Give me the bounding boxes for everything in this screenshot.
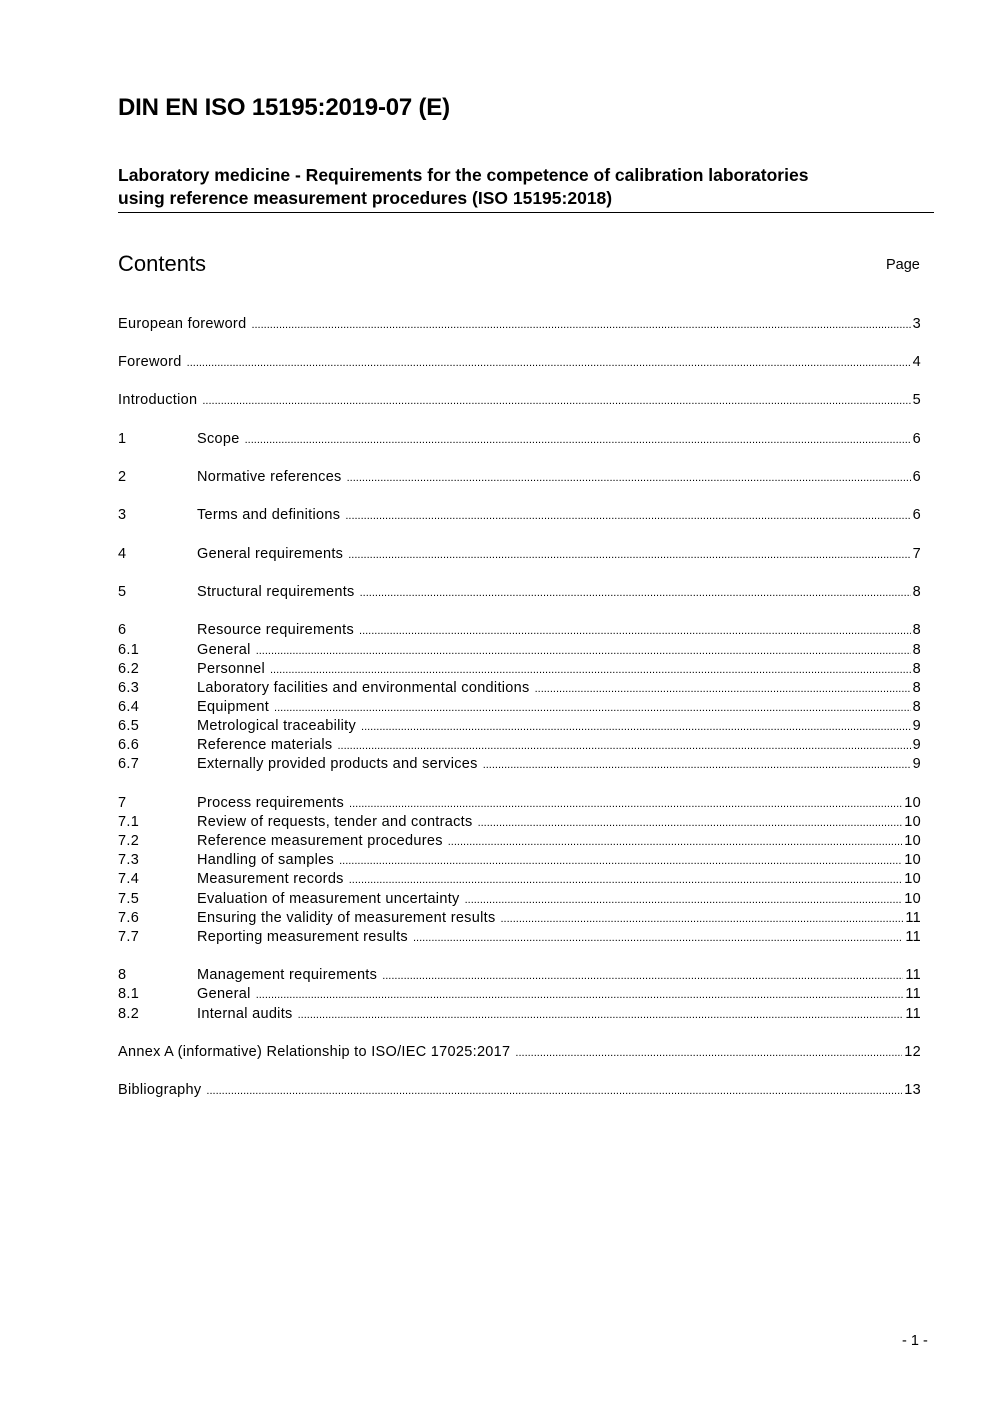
toc-entry-number: 7.1 [118, 814, 140, 830]
toc-entry-number: 2 [118, 469, 127, 485]
toc-entry-number: 1 [118, 431, 127, 447]
toc-entry-title: Resource requirements [197, 622, 355, 638]
toc-dot-leader [382, 970, 903, 982]
toc-entry-page: 6 [912, 469, 921, 485]
toc-entry-number: 7 [118, 795, 127, 811]
toc-entry-title: Equipment [197, 699, 270, 715]
page-column-label: Page [886, 257, 920, 273]
toc-entry[interactable] [118, 431, 921, 450]
toc-entry-page: 10 [904, 795, 921, 811]
toc-entry[interactable] [118, 354, 921, 373]
toc-dot-leader [274, 702, 911, 714]
toc-entry-page: 8 [912, 680, 921, 696]
toc-entry-number: 8.1 [118, 986, 140, 1002]
toc-entry[interactable] [118, 1082, 921, 1101]
document-id: DIN EN ISO 15195:2019-07 (E) [118, 94, 450, 121]
document-title-line-2: using reference measurement procedures (ISO 15195:2018) [118, 188, 613, 208]
toc-entry[interactable] [118, 469, 921, 488]
toc-entry[interactable] [118, 1044, 921, 1063]
toc-entry-page: 9 [912, 718, 921, 734]
toc-entry-number: 8 [118, 967, 127, 983]
toc-entry-title: Terms and definitions [197, 507, 341, 523]
toc-entry-page: 5 [912, 392, 921, 408]
toc-dot-leader [298, 1009, 904, 1021]
toc-entry-title: Review of requests, tender and contracts [197, 814, 473, 830]
toc-entry-number: 7.6 [118, 910, 140, 926]
toc-dot-leader [535, 683, 911, 695]
toc-entry-page: 10 [904, 833, 921, 849]
toc-entry[interactable] [118, 316, 921, 335]
toc-entry-number: 7.7 [118, 929, 140, 945]
toc-entry-page: 9 [912, 737, 921, 753]
toc-entry-page: 6 [912, 507, 921, 523]
toc-entry-number: 6.3 [118, 680, 140, 696]
toc-entry-page: 4 [912, 354, 921, 370]
toc-entry-page: 3 [912, 316, 921, 332]
toc-entry-title: Process requirements [197, 795, 345, 811]
toc-entry[interactable] [118, 814, 921, 833]
toc-entry-title: General requirements [197, 546, 344, 562]
toc-dot-leader [251, 319, 910, 331]
toc-entry[interactable] [118, 833, 921, 852]
toc-dot-leader [515, 1047, 902, 1059]
toc-entry-title: Measurement records [197, 871, 344, 887]
toc-entry-page: 11 [905, 910, 921, 926]
toc-entry-title: General [197, 642, 251, 658]
toc-entry[interactable] [118, 1006, 921, 1025]
toc-entry-title: General [197, 986, 251, 1002]
toc-dot-leader [359, 625, 911, 637]
toc-entry-title: Normative references [197, 469, 342, 485]
toc-entry-title: Reporting measurement results [197, 929, 408, 945]
toc-entry-title: Management requirements [197, 967, 378, 983]
contents-heading: Contents [118, 251, 207, 276]
toc-entry-page: 8 [912, 584, 921, 600]
toc-entry[interactable] [118, 852, 921, 871]
toc-entry-page: 11 [905, 967, 921, 983]
toc-entry-number: 8.2 [118, 1006, 140, 1022]
toc-entry[interactable] [118, 756, 921, 775]
toc-entry-title: Introduction [118, 392, 198, 408]
toc-entry[interactable] [118, 929, 921, 948]
toc-entry-page: 10 [904, 871, 921, 887]
toc-entry-number: 4 [118, 546, 127, 562]
toc-entry-title: Structural requirements [197, 584, 355, 600]
toc-dot-leader [483, 759, 911, 771]
toc-entry-title: Personnel [197, 661, 265, 677]
toc-entry-page: 9 [912, 756, 921, 772]
toc-entry-page: 8 [912, 661, 921, 677]
toc-entry[interactable] [118, 891, 921, 910]
toc-entry-title: Bibliography [118, 1082, 202, 1098]
toc-entry-page: 11 [905, 929, 921, 945]
toc-entry-title: Reference measurement procedures [197, 833, 443, 849]
toc-dot-leader [256, 989, 904, 1001]
toc-entry-number: 5 [118, 584, 127, 600]
toc-entry[interactable] [118, 967, 921, 986]
toc-entry-title: Annex A (informative) Relationship to ISO/IEC 17025:2017 [118, 1044, 511, 1060]
toc-entry[interactable] [118, 680, 921, 699]
toc-entry[interactable] [118, 699, 921, 718]
toc-entry-number: 7.3 [118, 852, 140, 868]
toc-dot-leader [256, 645, 911, 657]
toc-dot-leader [478, 817, 903, 829]
toc-dot-leader [360, 587, 911, 599]
toc-entry-title: Metrological traceability [197, 718, 357, 734]
toc-entry[interactable] [118, 584, 921, 603]
toc-entry-number: 6.1 [118, 642, 140, 658]
toc-entry-number: 6.5 [118, 718, 140, 734]
toc-entry-page: 10 [904, 891, 921, 907]
toc-entry-number: 7.2 [118, 833, 140, 849]
toc-entry-page: 8 [912, 622, 921, 638]
toc-entry-title: Externally provided products and services [197, 756, 478, 772]
document-title-line-1: Laboratory medicine - Requirements for the competence of calibration laboratories [118, 165, 809, 185]
toc-entry-page: 10 [904, 852, 921, 868]
toc-dot-leader [270, 664, 911, 676]
toc-entry-title: Ensuring the validity of measurement results [197, 910, 496, 926]
toc-entry-title: Reference materials [197, 737, 333, 753]
toc-entry-number: 6.6 [118, 737, 140, 753]
toc-entry[interactable] [118, 737, 921, 756]
toc-dot-leader [349, 798, 902, 810]
toc-dot-leader [361, 721, 911, 733]
toc-entry-page: 10 [904, 814, 921, 830]
toc-entry[interactable] [118, 871, 921, 890]
toc-dot-leader [202, 395, 910, 407]
toc-entry[interactable] [118, 622, 921, 641]
document-title [118, 164, 934, 213]
toc-entry[interactable] [118, 507, 921, 526]
toc-entry-page: 12 [904, 1044, 921, 1060]
toc-entry[interactable] [118, 546, 921, 565]
toc-entry-number: 7.4 [118, 871, 140, 887]
toc-dot-leader [339, 855, 902, 867]
toc-entry-title: Foreword [118, 354, 182, 370]
toc-entry-page: 8 [912, 699, 921, 715]
toc-entry[interactable] [118, 986, 921, 1005]
toc-entry[interactable] [118, 392, 921, 411]
toc-entry-title: Laboratory facilities and environmental conditions [197, 680, 530, 696]
toc-entry-page: 6 [912, 431, 921, 447]
toc-entry[interactable] [118, 661, 921, 680]
toc-dot-leader [245, 434, 911, 446]
toc-dot-leader [348, 549, 910, 561]
toc-entry-number: 7.5 [118, 891, 140, 907]
toc-entry-title: Scope [197, 431, 240, 447]
toc-entry-title: European foreword [118, 316, 247, 332]
toc-dot-leader [345, 510, 910, 522]
toc-entry[interactable] [118, 642, 921, 661]
toc-entry-page: 7 [912, 546, 921, 562]
toc-entry-title: Evaluation of measurement uncertainty [197, 891, 460, 907]
toc-dot-leader [465, 894, 903, 906]
toc-entry-number: 6.7 [118, 756, 140, 772]
toc-entry-page: 13 [904, 1082, 921, 1098]
toc-dot-leader [448, 836, 903, 848]
toc-dot-leader [413, 932, 903, 944]
toc-entry-page: 8 [912, 642, 921, 658]
toc-entry-page: 11 [905, 1006, 921, 1022]
page-number-footer: - 1 - [902, 1333, 928, 1349]
toc-dot-leader [347, 472, 911, 484]
toc-entry-number: 6 [118, 622, 127, 638]
toc-entry-title: Handling of samples [197, 852, 335, 868]
toc-entry-page: 11 [905, 986, 921, 1002]
toc-dot-leader [337, 740, 910, 752]
toc-entry[interactable] [118, 718, 921, 737]
toc-entry-number: 6.2 [118, 661, 140, 677]
toc-dot-leader [206, 1085, 902, 1097]
toc-entry[interactable] [118, 910, 921, 929]
toc-entry-title: Internal audits [197, 1006, 293, 1022]
toc-entry[interactable] [118, 795, 921, 814]
toc-dot-leader [501, 913, 904, 925]
toc-dot-leader [187, 357, 911, 369]
toc-entry-number: 6.4 [118, 699, 140, 715]
toc-entry-number: 3 [118, 507, 127, 523]
toc-dot-leader [349, 874, 903, 886]
